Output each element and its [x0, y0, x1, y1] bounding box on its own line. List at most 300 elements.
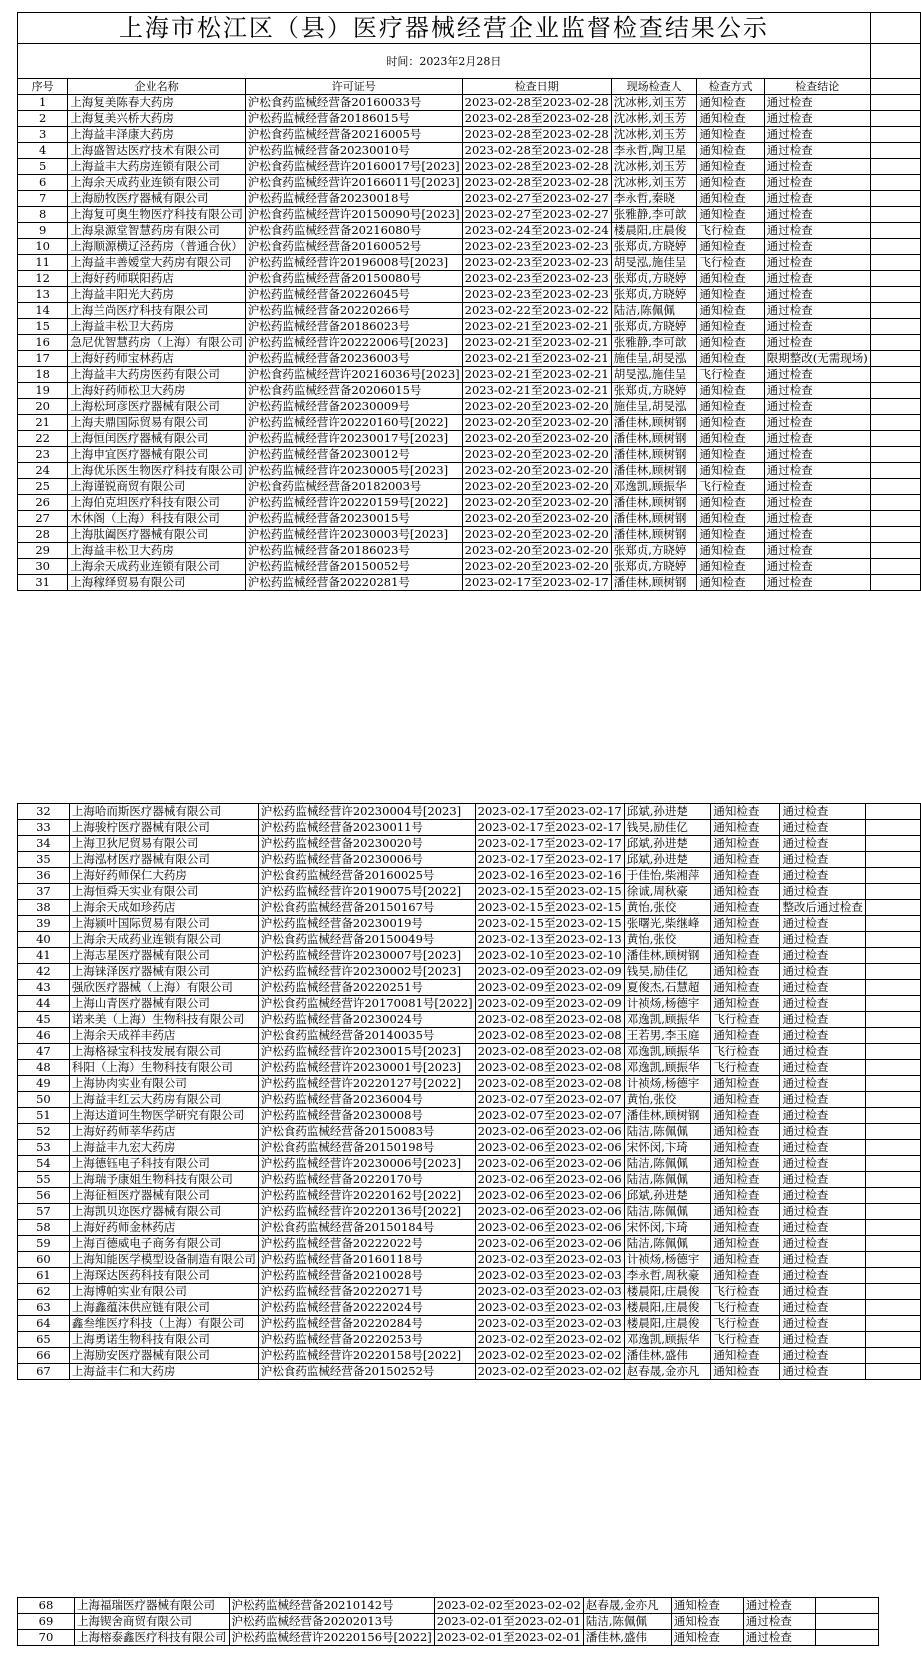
license-number: 沪松药监械经营备20150052号: [245, 559, 462, 575]
license-number: 沪松药监械经营备20202013号: [229, 1614, 434, 1630]
inspectors: 计祯炀,杨德宇: [624, 1252, 711, 1268]
inspectors: 潘佳林,顾树钢: [611, 447, 697, 463]
table-row: [18, 431, 921, 447]
blank-cell: [865, 980, 920, 996]
license-number: 沪松食药监械经营备20160033号: [245, 95, 462, 111]
inspectors: 沈冰彬,刘玉芳: [611, 159, 697, 175]
table-row: [18, 111, 921, 127]
table-row: [18, 255, 921, 271]
blank-cell: [865, 852, 920, 868]
blank-cell: [870, 543, 920, 559]
inspectors: 陆洁,陈佩佩: [624, 1236, 711, 1252]
inspection-date: 2023-02-20至2023-02-20: [462, 527, 611, 543]
table-row: [18, 447, 921, 463]
license-number: 沪松药监械经营备20186015号: [245, 111, 462, 127]
inspection-result: 通过检查: [764, 399, 870, 415]
blank-cell: [865, 1156, 920, 1172]
row-number: 11: [18, 255, 68, 271]
table-row: [18, 1284, 921, 1300]
license-number: 沪松食药监械经营备20160052号: [245, 239, 462, 255]
inspectors: 邱斌,孙进楚: [624, 1188, 711, 1204]
inspection-method: 通知检查: [711, 1204, 780, 1220]
row-number: 27: [18, 511, 68, 527]
blank-cell: [865, 1300, 920, 1316]
table-body: [18, 1598, 879, 1646]
table-row: [18, 820, 921, 836]
inspection-date: 2023-02-17至2023-02-17: [475, 836, 624, 852]
blank-cell: [865, 1044, 920, 1060]
inspection-method: 通知检查: [711, 884, 780, 900]
inspection-result: 通过检查: [780, 1364, 866, 1380]
inspection-date: 2023-02-20至2023-02-20: [462, 447, 611, 463]
inspection-date: 2023-02-01至2023-02-01: [434, 1630, 583, 1646]
inspectors: 张郑贞,方晓婷: [611, 271, 697, 287]
inspectors: 王若男,李玉庭: [624, 1028, 711, 1044]
company-name: 上海卫狄尼贸易有限公司: [69, 836, 258, 852]
inspection-date: 2023-02-23至2023-02-23: [462, 287, 611, 303]
company-name: 上海锲舍商贸有限公司: [75, 1614, 230, 1630]
row-number: 35: [18, 852, 70, 868]
inspection-method: 通知检查: [711, 1348, 780, 1364]
license-number: 沪松药监械经营备20230008号: [258, 1108, 475, 1124]
row-number: 3: [18, 127, 68, 143]
table-body: [18, 804, 921, 1380]
table-row: [18, 1364, 921, 1380]
company-name: 科阳（上海）生物科技有限公司: [69, 1060, 258, 1076]
inspection-date: 2023-02-22至2023-02-22: [462, 303, 611, 319]
blank-cell: [865, 1316, 920, 1332]
inspection-date: 2023-02-07至2023-02-07: [475, 1092, 624, 1108]
license-number: 沪松食药监械经营备20216080号: [245, 223, 462, 239]
table-row: [18, 1028, 921, 1044]
inspectors: 李永哲,秦晓: [611, 191, 697, 207]
inspectors: 黄怡,张佼: [624, 900, 711, 916]
table-row: [18, 1630, 879, 1646]
inspection-method: 通知检查: [697, 383, 764, 399]
inspection-date: 2023-02-08至2023-02-08: [475, 1044, 624, 1060]
inspectors: 邓逸凯,顾振华: [624, 1044, 711, 1060]
inspection-result: 通过检查: [780, 1060, 866, 1076]
company-name: 急尼优智慧药房（上海）有限公司: [68, 335, 246, 351]
row-number: 69: [18, 1614, 75, 1630]
inspection-date: 2023-02-20至2023-02-20: [462, 431, 611, 447]
header-cell: 企业名称: [68, 79, 246, 95]
row-number: 1: [18, 95, 68, 111]
inspection-result: 通过检查: [780, 948, 866, 964]
row-number: 51: [18, 1108, 70, 1124]
table-row: [18, 479, 921, 495]
row-number: 58: [18, 1220, 70, 1236]
inspectors: 邱斌,孙进楚: [624, 804, 711, 820]
blank-cell: [870, 287, 920, 303]
inspection-result: 通过检查: [764, 495, 870, 511]
table-row: [18, 1598, 879, 1614]
inspection-method: 通知检查: [711, 1108, 780, 1124]
blank-cell: [865, 900, 920, 916]
inspection-result: 通过检查: [743, 1630, 815, 1646]
inspectors: 潘佳林,顾树钢: [624, 1108, 711, 1124]
inspection-date: 2023-02-08至2023-02-08: [475, 1028, 624, 1044]
blank-cell: [870, 527, 920, 543]
inspection-date: 2023-02-28至2023-02-28: [462, 143, 611, 159]
table-row: [18, 1252, 921, 1268]
inspection-method: 通知检查: [697, 95, 764, 111]
row-number: 46: [18, 1028, 70, 1044]
company-name: 上海益丰仁和大药房: [69, 1364, 258, 1380]
row-number: 25: [18, 479, 68, 495]
inspection-method: 通知检查: [711, 948, 780, 964]
row-number: 33: [18, 820, 70, 836]
license-number: 沪松食药监械经营许20170081号[2022]: [258, 996, 475, 1012]
license-number: 沪松食药监械经营备20150080号: [245, 271, 462, 287]
inspectors: 沈冰彬,刘玉芳: [611, 111, 697, 127]
company-name: 上海兰尚医疗科技有限公司: [68, 303, 246, 319]
blank-cell: [870, 271, 920, 287]
blank-cell: [865, 1172, 920, 1188]
inspection-method: 通知检查: [697, 175, 764, 191]
table-row: [18, 191, 921, 207]
table-row: [18, 319, 921, 335]
company-name: 上海余天成药业连锁有限公司: [68, 559, 246, 575]
row-number: 68: [18, 1598, 75, 1614]
company-name: 上海好药师松卫大药房: [68, 383, 246, 399]
inspection-method: 通知检查: [697, 543, 764, 559]
row-number: 50: [18, 1092, 70, 1108]
inspection-table-page-2: [17, 803, 921, 1380]
inspection-result: 通过检查: [764, 431, 870, 447]
blank-cell: [865, 1364, 920, 1380]
row-number: 39: [18, 916, 70, 932]
inspectors: 邓逸凯,顾振华: [624, 1060, 711, 1076]
company-name: 上海余天成祥丰药店: [69, 1028, 258, 1044]
blank-cell: [870, 575, 920, 591]
license-number: 沪松食药监械经营备20150252号: [258, 1364, 475, 1380]
row-number: 37: [18, 884, 70, 900]
row-number: 5: [18, 159, 68, 175]
inspection-result: 通过检查: [764, 175, 870, 191]
blank-cell: [870, 13, 920, 44]
inspection-method: 飞行检查: [711, 1044, 780, 1060]
company-name: 上海泉源堂智慧药房有限公司: [68, 223, 246, 239]
company-name: 强欣医疗器械（上海）有限公司: [69, 980, 258, 996]
inspection-result: 通过检查: [780, 1332, 866, 1348]
inspection-date: 2023-02-03至2023-02-03: [475, 1252, 624, 1268]
blank-cell: [870, 79, 920, 95]
inspection-result: 通过检查: [780, 996, 866, 1012]
inspection-result: 通过检查: [764, 479, 870, 495]
inspection-result: 通过检查: [780, 1076, 866, 1092]
inspectors: 邓逸凯,顾振华: [611, 479, 697, 495]
license-number: 沪松药监械经营备20230019号: [258, 916, 475, 932]
inspection-method: 通知检查: [711, 900, 780, 916]
license-number: 沪松药监械经营许20230003号[2023]: [245, 527, 462, 543]
inspection-result: 通过检查: [764, 143, 870, 159]
inspection-result: 通过检查: [764, 271, 870, 287]
header-cell: 现场检查人: [611, 79, 697, 95]
row-number: 8: [18, 207, 68, 223]
row-number: 19: [18, 383, 68, 399]
company-name: 上海琛达医药科技有限公司: [69, 1268, 258, 1284]
inspection-method: 通知检查: [697, 351, 764, 367]
inspectors: 李永哲,陶卫星: [611, 143, 697, 159]
table-row: [18, 1300, 921, 1316]
inspection-result: 通过检查: [764, 239, 870, 255]
inspection-date: 2023-02-16至2023-02-16: [475, 868, 624, 884]
license-number: 沪松药监械经营许20220136号[2022]: [258, 1204, 475, 1220]
inspection-method: 通知检查: [711, 964, 780, 980]
license-number: 沪松药监械经营备20230024号: [258, 1012, 475, 1028]
row-number: 13: [18, 287, 68, 303]
inspection-date: 2023-02-06至2023-02-06: [475, 1236, 624, 1252]
inspection-result: 通过检查: [780, 1124, 866, 1140]
inspection-result: 通过检查: [780, 852, 866, 868]
inspectors: 张雅静,李可歆: [611, 207, 697, 223]
inspection-method: 通知检查: [711, 996, 780, 1012]
inspection-date: 2023-02-10至2023-02-10: [475, 948, 624, 964]
license-number: 沪松药监械经营备20220266号: [245, 303, 462, 319]
company-name: 上海勇诺生物科技有限公司: [69, 1332, 258, 1348]
blank-cell: [865, 1076, 920, 1092]
inspection-method: 通知检查: [697, 127, 764, 143]
row-number: 2: [18, 111, 68, 127]
inspection-result: 通过检查: [780, 804, 866, 820]
inspectors: 张郑贞,方晓婷: [611, 559, 697, 575]
blank-cell: [815, 1614, 878, 1630]
inspectors: 潘佳林,顾树钢: [611, 575, 697, 591]
inspection-result: 通过检查: [780, 868, 866, 884]
inspection-method: 通知检查: [697, 415, 764, 431]
inspection-date: 2023-02-01至2023-02-01: [434, 1614, 583, 1630]
company-name: 上海泓材医疗器械有限公司: [69, 852, 258, 868]
inspection-result: 通过检查: [780, 980, 866, 996]
inspection-result: 通过检查: [764, 367, 870, 383]
inspection-date: 2023-02-08至2023-02-08: [475, 1060, 624, 1076]
inspection-method: 通知检查: [711, 1156, 780, 1172]
inspection-date: 2023-02-08至2023-02-08: [475, 1012, 624, 1028]
company-name: 上海肽阖医疗器械有限公司: [68, 527, 246, 543]
inspection-result: 通过检查: [780, 820, 866, 836]
page-1: [17, 12, 921, 591]
table-row: [18, 495, 921, 511]
license-number: 沪松药监械经营许20220162号[2022]: [258, 1188, 475, 1204]
table-row: [18, 884, 921, 900]
inspectors: 邱斌,孙进楚: [624, 836, 711, 852]
inspectors: 潘佳林,顾树钢: [611, 527, 697, 543]
blank-cell: [870, 463, 920, 479]
blank-cell: [870, 447, 920, 463]
inspection-method: 飞行检查: [711, 1300, 780, 1316]
inspectors: 沈冰彬,刘玉芳: [611, 175, 697, 191]
table-row: [18, 1614, 879, 1630]
row-number: 38: [18, 900, 70, 916]
inspection-date: 2023-02-13至2023-02-13: [475, 932, 624, 948]
inspectors: 施佳呈,胡旻泓: [611, 399, 697, 415]
inspection-method: 通知检查: [711, 1268, 780, 1284]
table-row: [18, 351, 921, 367]
inspection-date: 2023-02-07至2023-02-07: [475, 1108, 624, 1124]
company-name: 上海好药师宝林药店: [68, 351, 246, 367]
license-number: 沪松药监械经营备20210142号: [229, 1598, 434, 1614]
row-number: 10: [18, 239, 68, 255]
license-number: 沪松食药监械经营备20206015号: [245, 383, 462, 399]
blank-cell: [865, 1284, 920, 1300]
inspection-date: 2023-02-06至2023-02-06: [475, 1124, 624, 1140]
inspection-method: 通知检查: [711, 1092, 780, 1108]
table-row: [18, 804, 921, 820]
row-number: 32: [18, 804, 70, 820]
company-name: 上海格禄宝科技发展有限公司: [69, 1044, 258, 1060]
license-number: 沪松药监械经营备20230018号: [245, 191, 462, 207]
row-number: 22: [18, 431, 68, 447]
blank-cell: [870, 255, 920, 271]
row-number: 24: [18, 463, 68, 479]
table-row: [18, 916, 921, 932]
row-number: 48: [18, 1060, 70, 1076]
inspection-result: 通过检查: [764, 335, 870, 351]
row-number: 53: [18, 1140, 70, 1156]
table-row: [18, 948, 921, 964]
inspectors: 楼晨阳,庄晨俊: [624, 1300, 711, 1316]
blank-cell: [870, 143, 920, 159]
inspection-date: 2023-02-08至2023-02-08: [475, 1076, 624, 1092]
inspection-method: 飞行检查: [711, 1012, 780, 1028]
inspectors: 陆洁,陈佩佩: [611, 303, 697, 319]
row-number: 12: [18, 271, 68, 287]
blank-cell: [865, 932, 920, 948]
inspection-method: 通知检查: [711, 1124, 780, 1140]
company-name: 木休阁（上海）科技有限公司: [68, 511, 246, 527]
inspection-result: 通过检查: [764, 111, 870, 127]
inspectors: 邓逸凯,顾振华: [624, 1012, 711, 1028]
license-number: 沪松药监械经营许20230002号[2023]: [258, 964, 475, 980]
table-row: [18, 223, 921, 239]
inspection-date: 2023-02-23至2023-02-23: [462, 271, 611, 287]
inspection-method: 通知检查: [711, 1236, 780, 1252]
table-row: [18, 175, 921, 191]
inspection-date: 2023-02-21至2023-02-21: [462, 351, 611, 367]
inspection-date: 2023-02-20至2023-02-20: [462, 399, 611, 415]
header-cell: 许可证号: [245, 79, 462, 95]
license-number: 沪松药监械经营备20220284号: [258, 1316, 475, 1332]
license-number: 沪松药监械经营许20220158号[2022]: [258, 1348, 475, 1364]
inspection-result: 通过检查: [764, 447, 870, 463]
inspection-date: 2023-02-06至2023-02-06: [475, 1172, 624, 1188]
company-name: 上海铼泽医疗器械有限公司: [69, 964, 258, 980]
blank-cell: [865, 1220, 920, 1236]
table-row: [18, 1348, 921, 1364]
inspectors: 黄怡,张佼: [624, 932, 711, 948]
inspection-table-page-1: [17, 12, 921, 591]
company-name: 上海益丰大药房医药有限公司: [68, 367, 246, 383]
license-number: 沪松食药监械经营许20150090号[2023]: [245, 207, 462, 223]
blank-cell: [870, 95, 920, 111]
inspection-date: 2023-02-09至2023-02-09: [475, 996, 624, 1012]
company-name: 上海励牧医疗器械有限公司: [68, 191, 246, 207]
inspection-result: 通过检查: [764, 463, 870, 479]
inspection-date: 2023-02-02至2023-02-02: [475, 1348, 624, 1364]
row-number: 47: [18, 1044, 70, 1060]
row-number: 18: [18, 367, 68, 383]
company-name: 上海益丰泽康大药房: [68, 127, 246, 143]
inspection-result: 通过检查: [764, 255, 870, 271]
inspection-method: 通知检查: [697, 239, 764, 255]
license-number: 沪松药监械经营备20230012号: [245, 447, 462, 463]
inspection-result: 通过检查: [780, 1236, 866, 1252]
company-name: 上海夫鼎国际贸易有限公司: [68, 415, 246, 431]
row-number: 31: [18, 575, 68, 591]
inspection-method: 通知检查: [697, 431, 764, 447]
blank-cell: [865, 1060, 920, 1076]
inspectors: 夏俊杰,石慧超: [624, 980, 711, 996]
page-3: [17, 1597, 879, 1646]
row-number: 30: [18, 559, 68, 575]
inspectors: 陆洁,陈佩佩: [624, 1156, 711, 1172]
company-name: 上海好药师保仁大药房: [69, 868, 258, 884]
row-number: 26: [18, 495, 68, 511]
inspection-date: 2023-02-03至2023-02-03: [475, 1284, 624, 1300]
inspection-method: 通知检查: [697, 287, 764, 303]
license-number: 沪松药监械经营许20230001号[2023]: [258, 1060, 475, 1076]
table-row: [18, 1316, 921, 1332]
row-number: 9: [18, 223, 68, 239]
company-name: 上海德钰电子科技有限公司: [69, 1156, 258, 1172]
inspection-method: 通知检查: [697, 399, 764, 415]
inspectors: 张雅静,李可歆: [611, 335, 697, 351]
inspection-method: 通知检查: [711, 852, 780, 868]
row-number: 65: [18, 1332, 70, 1348]
table-row: [18, 900, 921, 916]
table-row: [18, 1172, 921, 1188]
inspection-result: 通过检查: [780, 1316, 866, 1332]
row-number: 7: [18, 191, 68, 207]
inspection-date: 2023-02-06至2023-02-06: [475, 1188, 624, 1204]
inspection-method: 通知检查: [671, 1630, 743, 1646]
inspection-result: 通过检查: [780, 1188, 866, 1204]
inspectors: 宋怀闵,卞琦: [624, 1140, 711, 1156]
table-row: [18, 1188, 921, 1204]
inspection-method: 通知检查: [711, 868, 780, 884]
inspection-date: 2023-02-21至2023-02-21: [462, 335, 611, 351]
table-row: [18, 367, 921, 383]
row-number: 70: [18, 1630, 75, 1646]
inspectors: 张郑贞,方晓婷: [611, 239, 697, 255]
inspectors: 赵春晟,金亦凡: [583, 1598, 671, 1614]
inspection-date: 2023-02-28至2023-02-28: [462, 127, 611, 143]
table-row: [18, 836, 921, 852]
inspection-date: 2023-02-06至2023-02-06: [475, 1140, 624, 1156]
table-row: [18, 415, 921, 431]
table-row: [18, 399, 921, 415]
license-number: 沪松药监械经营许20230006号[2023]: [258, 1156, 475, 1172]
inspectors: 邱斌,孙进楚: [624, 852, 711, 868]
license-number: 沪松药监械经营备20236003号: [245, 351, 462, 367]
row-number: 41: [18, 948, 70, 964]
inspectors: 计祯炀,杨德宇: [624, 1076, 711, 1092]
inspection-date: 2023-02-06至2023-02-06: [475, 1204, 624, 1220]
blank-cell: [865, 1236, 920, 1252]
inspectors: 张曙光,柴继峰: [624, 916, 711, 932]
inspection-method: 通知检查: [711, 804, 780, 820]
blank-cell: [870, 335, 920, 351]
company-name: 上海知能医学模型设备制造有限公司: [69, 1252, 258, 1268]
inspection-result: 通过检查: [780, 836, 866, 852]
license-number: 沪松药监械经营许20230015号[2023]: [258, 1044, 475, 1060]
inspection-result: 通过检查: [780, 916, 866, 932]
blank-cell: [870, 495, 920, 511]
inspection-date: 2023-02-09至2023-02-09: [475, 980, 624, 996]
inspection-result: 通过检查: [780, 1172, 866, 1188]
table-row: [18, 287, 921, 303]
